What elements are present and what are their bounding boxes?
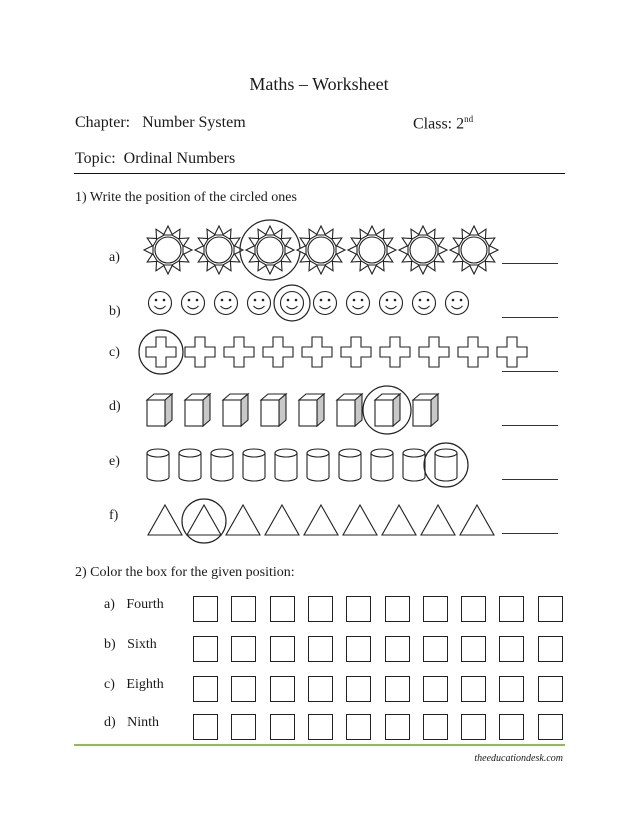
q2-row-d-letter: d): [104, 715, 116, 730]
cube-icon: [147, 394, 172, 426]
cross-icon: [263, 337, 293, 367]
cross-icon: [185, 337, 215, 367]
cross-icon: [458, 337, 488, 367]
cross-icon: [224, 337, 254, 367]
cylinder-icon: [211, 449, 233, 481]
sun-icon: [348, 226, 396, 274]
color-box[interactable]: [231, 636, 256, 662]
color-box[interactable]: [385, 714, 410, 740]
cross-icon: [341, 337, 371, 367]
cube-icon: [185, 394, 210, 426]
cylinder-icon: [339, 449, 361, 481]
color-box[interactable]: [499, 676, 524, 702]
color-box[interactable]: [270, 636, 295, 662]
color-box[interactable]: [499, 596, 524, 622]
cube-icon: [299, 394, 324, 426]
cross-icon: [419, 337, 449, 367]
color-box[interactable]: [308, 596, 333, 622]
page-title: Maths – Worksheet: [249, 74, 389, 94]
color-box[interactable]: [461, 714, 486, 740]
chapter-label: Chapter:: [75, 114, 131, 131]
sun-icon: [240, 220, 300, 280]
q2-row-b-position: Sixth: [127, 637, 157, 652]
smiley-icon: [149, 292, 172, 315]
sun-icon: [399, 226, 447, 274]
color-box[interactable]: [423, 676, 448, 702]
cube-icon: [413, 394, 438, 426]
smiley-icon: [215, 292, 238, 315]
color-box[interactable]: [231, 596, 256, 622]
cylinder-icon: [179, 449, 201, 481]
cross-icon: [497, 337, 527, 367]
cross-icon: [139, 330, 183, 374]
triangle-icon: [148, 505, 182, 535]
cylinder-icon: [243, 449, 265, 481]
q2-row-c-letter: c): [104, 677, 115, 692]
q2-row-b-label: [104, 637, 157, 653]
color-box[interactable]: [231, 714, 256, 740]
color-box[interactable]: [423, 596, 448, 622]
color-box[interactable]: [499, 636, 524, 662]
color-box[interactable]: [538, 676, 563, 702]
cross-icon: [380, 337, 410, 367]
smiley-icon: [314, 292, 337, 315]
cylinder-icon: [403, 449, 425, 481]
triangle-icon: [226, 505, 260, 535]
cross-icon: [302, 337, 332, 367]
cube-icon: [363, 386, 411, 434]
sun-icon: [144, 226, 192, 274]
color-box[interactable]: [193, 676, 218, 702]
q2-row-a-position: Fourth: [126, 597, 164, 612]
row-f-label: f): [109, 508, 119, 523]
color-box[interactable]: [538, 596, 563, 622]
q2-row-b-letter: b): [104, 637, 116, 652]
color-box[interactable]: [308, 636, 333, 662]
color-box[interactable]: [385, 596, 410, 622]
smiley-icon: [413, 292, 436, 315]
cube-icon: [337, 394, 362, 426]
class-superscript: nd: [464, 114, 474, 124]
color-box[interactable]: [193, 636, 218, 662]
smiley-icon: [380, 292, 403, 315]
q1-instruction: 1) Write the position of the circled ones: [75, 190, 297, 205]
chapter-value: Number System: [142, 114, 246, 131]
color-box[interactable]: [461, 636, 486, 662]
triangle-icon: [460, 505, 494, 535]
color-box[interactable]: [385, 676, 410, 702]
row-c-label: c): [109, 345, 120, 360]
color-box[interactable]: [423, 714, 448, 740]
row-e-label: e): [109, 454, 120, 469]
color-box[interactable]: [270, 714, 295, 740]
q2-row-d-label: [104, 715, 159, 731]
footer-rule: [74, 744, 565, 746]
row-d-label: d): [109, 399, 121, 414]
color-box[interactable]: [538, 636, 563, 662]
color-box[interactable]: [193, 714, 218, 740]
cylinder-icon: [307, 449, 329, 481]
color-box[interactable]: [308, 714, 333, 740]
color-box[interactable]: [346, 676, 371, 702]
triangle-icon: [382, 505, 416, 535]
q2-row-c-label: [104, 677, 164, 693]
color-box[interactable]: [461, 676, 486, 702]
row-b-label: b): [109, 304, 121, 319]
cylinder-icon: [424, 443, 468, 487]
triangle-icon: [421, 505, 455, 535]
row-a-label: a): [109, 250, 120, 265]
color-box[interactable]: [193, 596, 218, 622]
triangle-icon: [343, 505, 377, 535]
cube-icon: [261, 394, 286, 426]
triangle-icon: [265, 505, 299, 535]
topic-value: Ordinal Numbers: [123, 150, 236, 167]
cylinder-icon: [275, 449, 297, 481]
footer-credit: theeducationdesk.com: [474, 753, 563, 764]
color-box[interactable]: [346, 636, 371, 662]
sun-icon: [297, 226, 345, 274]
class-label: Class: 2: [413, 115, 465, 133]
triangle-icon: [304, 505, 338, 535]
q2-row-c-position: Eighth: [126, 677, 164, 692]
triangle-icon: [182, 499, 226, 543]
color-box[interactable]: [346, 596, 371, 622]
color-box[interactable]: [499, 714, 524, 740]
color-box[interactable]: [538, 714, 563, 740]
smiley-icon: [347, 292, 370, 315]
topic-label: Topic:: [75, 150, 116, 167]
cylinder-icon: [371, 449, 393, 481]
smiley-icon: [274, 285, 310, 321]
color-box[interactable]: [385, 636, 410, 662]
q2-row-a-letter: a): [104, 597, 115, 612]
color-box[interactable]: [231, 676, 256, 702]
smiley-icon: [446, 292, 469, 315]
sun-icon: [195, 226, 243, 274]
cube-icon: [223, 394, 248, 426]
color-box[interactable]: [270, 596, 295, 622]
smiley-icon: [182, 292, 205, 315]
color-box[interactable]: [461, 596, 486, 622]
cylinder-icon: [147, 449, 169, 481]
smiley-icon: [248, 292, 271, 315]
q2-instruction: 2) Color the box for the given position:: [75, 565, 295, 580]
sun-icon: [450, 226, 498, 274]
color-box[interactable]: [423, 636, 448, 662]
color-box[interactable]: [346, 714, 371, 740]
q2-row-a-label: [104, 597, 164, 613]
color-box[interactable]: [270, 676, 295, 702]
color-box[interactable]: [308, 676, 333, 702]
q2-row-d-position: Ninth: [127, 715, 160, 730]
